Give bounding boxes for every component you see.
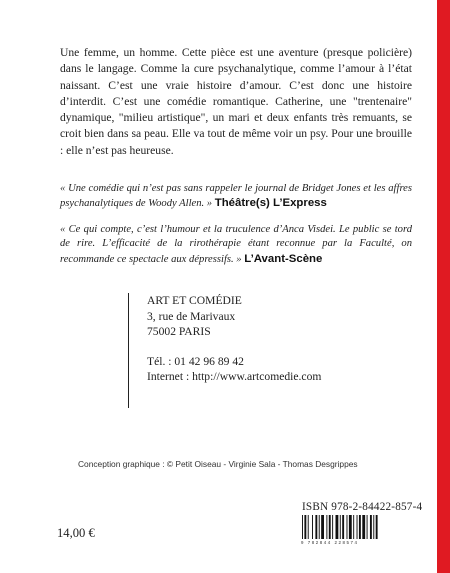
press-quote-1-text: « Une comédie qui n’est pas sans rappeler le journal de Bridget Jones et les affres psychanalytiques de Woody Allen. » [60, 183, 412, 210]
press-quote-1-source: Théâtre(s) L’Express [214, 197, 327, 210]
publisher-city: 75002 PARIS [147, 325, 211, 339]
publisher-website: Internet : http://www.artcomedie.com [147, 370, 322, 384]
publisher-address [128, 293, 407, 408]
barcode-icon [301, 515, 411, 539]
design-credits: Conception graphique : © Petit Oiseau - Virginie Sala - Thomas Desgrippes [78, 459, 358, 469]
press-quote-2 [60, 223, 412, 267]
isbn-number: ISBN 978-2-84422-857-4 [302, 501, 423, 513]
synopsis-paragraph: Une femme, un homme. Cette pièce est une aventure (presque policière) dans le langage. Comme la cure psychanalytique, comme l’amour à l’état naissant. C’est une vraie histoire d’amour. C’est donc une histoire d’interdit. C’est une comédie romantique. Catherine, une "trentenaire" dynamique, "milieu artistique", un mari et deux enfants très remuants, se croit bien dans sa peau. Elle va tout de même voir un psy. Pour une brouille : elle n’est pas heureuse. [60, 46, 412, 157]
barcode-digits: 9 782844 228574 [301, 540, 359, 545]
press-quote-2-source: L’Avant-Scène [244, 252, 323, 265]
publisher-phone: Tél. : 01 42 96 89 42 [147, 354, 244, 368]
press-quote-1 [60, 182, 412, 212]
publisher-street: 3, rue de Marivaux [147, 309, 236, 323]
red-spine-bar [437, 0, 450, 573]
publisher-name: ART ET COMÉDIE [147, 294, 242, 307]
price-label: 14,00 € [57, 526, 95, 540]
address-spacer [147, 340, 407, 354]
press-quote-2-text: « Ce qui compte, c’est l’humour et la truculence d’Anca Visdei. Le public se tord de rire. L’efficacité de la rirothérapie étant reconnue par la Faculté, on recommande ce spectacle aux dépressifs. » [60, 224, 412, 265]
